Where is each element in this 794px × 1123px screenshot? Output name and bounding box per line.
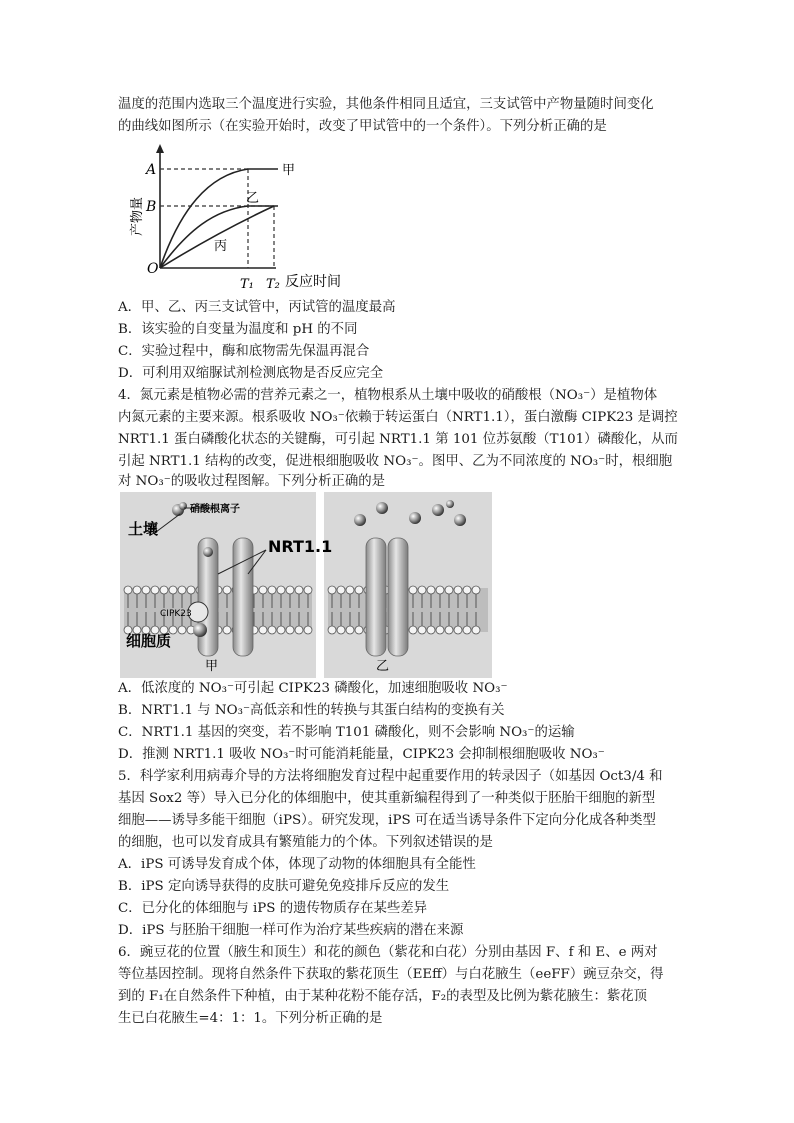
q5-option-c: C．已分化的体细胞与 iPS 的遗传物质存在某些差异 bbox=[118, 901, 428, 916]
origin-label: O bbox=[147, 261, 159, 277]
q3-stem-line-1: 温度的范围内选取三个温度进行实验，其他条件相同且适宜，三支试管中产物量随时间变化 bbox=[118, 97, 654, 112]
q4-option-c: C．NRT1.1 基因的突变，若不影响 T101 磷酸化，则不会影响 NO₃⁻的运输 bbox=[118, 725, 575, 740]
lipid-head bbox=[286, 626, 294, 634]
panel-label-left: 甲 bbox=[205, 659, 219, 674]
nitrate-ion bbox=[446, 500, 454, 508]
lipid-head bbox=[337, 626, 345, 634]
x-tick-t1: T₁ bbox=[240, 277, 254, 292]
lipid-head bbox=[160, 586, 168, 594]
lipid-head bbox=[187, 586, 195, 594]
lipid-head bbox=[436, 626, 444, 634]
lipid-head bbox=[133, 586, 141, 594]
q4-option-d: D．推测 NRT1.1 吸收 NO₃⁻时可能消耗能量，CIPK23 会抑制根细胞吸收 NO₃⁻ bbox=[118, 747, 605, 762]
nitrate-ion bbox=[179, 502, 187, 510]
q4-option-b: B．NRT1.1 与 NO₃⁻高低亲和性的转换与其蛋白结构的变换有关 bbox=[118, 703, 505, 718]
lipid-head bbox=[472, 626, 480, 634]
q3-option-d: D．可利用双缩脲试剂检测底物是否反应完全 bbox=[118, 366, 384, 381]
q4-stem-line-2: 内氮元素的主要来源。根系吸收 NO₃⁻依赖于转运蛋白（NRT1.1），蛋白激酶 CIPK23 是调控 bbox=[118, 410, 678, 425]
product-time-figure bbox=[118, 140, 359, 293]
nitrate-ion bbox=[432, 504, 444, 516]
x-axis-label: 反应时间 bbox=[285, 274, 341, 290]
nrt-channel-right-b bbox=[388, 538, 408, 656]
q5-option-d: D．iPS 与胚胎干细胞一样可作为治疗某些疾病的潜在来源 bbox=[118, 923, 464, 938]
label-cipk: CIPK23 bbox=[160, 609, 192, 619]
q4-stem-line-1: 4．氮元素是植物必需的营养元素之一，植物根系从土壤中吸收的硝酸根（NO₃⁻）是植物体 bbox=[118, 388, 658, 403]
q4-stem-line-3: NRT1.1 蛋白磷酸化状态的关键酶，可引起 NRT1.1 第 101 位苏氨酸（T101）磷酸化，从而 bbox=[118, 432, 678, 447]
lipid-head bbox=[178, 626, 186, 634]
lipid-head bbox=[142, 586, 150, 594]
q5-stem-line-4: 的细胞，也可以发育成具有繁殖能力的个体。下列叙述错误的是 bbox=[118, 835, 493, 850]
phosphate-group bbox=[193, 623, 207, 637]
label-cytoplasm: 细胞质 bbox=[126, 632, 172, 650]
lipid-head bbox=[337, 586, 345, 594]
series-label-jia: 甲 bbox=[282, 163, 296, 178]
lipid-head bbox=[445, 586, 453, 594]
q5-stem-line-3: 细胞——诱导多能干细胞（iPS）。研究发现，iPS 可在适当诱导条件下定向分化成各种类型 bbox=[118, 813, 656, 828]
q4-option-a: A．低浓度的 NO₃⁻可引起 CIPK23 磷酸化，加速细胞吸收 NO₃⁻ bbox=[118, 681, 508, 696]
lipid-head bbox=[355, 626, 363, 634]
nitrate-ion bbox=[376, 502, 388, 514]
lipid-head bbox=[409, 586, 417, 594]
q5-option-b: B．iPS 定向诱导获得的皮肤可避免免疫排斥反应的发生 bbox=[118, 879, 450, 894]
lipid-head bbox=[328, 626, 336, 634]
lipid-head bbox=[268, 626, 276, 634]
x-tick-t2: T₂ bbox=[266, 277, 280, 292]
series-label-yi: 乙 bbox=[246, 191, 260, 206]
q6-stem-line-1: 6．豌豆花的位置（腋生和顶生）和花的颜色（紫花和白花）分别由基因 F、f 和 E、e 两对 bbox=[118, 945, 658, 960]
lipid-head bbox=[454, 626, 462, 634]
lipid-head bbox=[295, 586, 303, 594]
lipid-head bbox=[277, 626, 285, 634]
nrt-channel-right-a bbox=[366, 538, 386, 656]
nrt-channel-left-b bbox=[233, 538, 253, 656]
q3-option-c: C．实验过程中，酶和底物需先保温再混合 bbox=[118, 344, 370, 359]
lipid-head bbox=[463, 586, 471, 594]
label-soil: 土壤 bbox=[128, 520, 159, 538]
y-axis-label: 产物量 bbox=[130, 196, 145, 236]
nitrate-ion bbox=[354, 514, 366, 526]
lipid-head bbox=[472, 586, 480, 594]
y-tick-a: A bbox=[146, 162, 157, 178]
nitrate-ion bbox=[203, 547, 213, 557]
q3-option-a: A．甲、乙、丙三支试管中，丙试管的温度最高 bbox=[118, 300, 396, 315]
nitrate-ion bbox=[454, 514, 466, 526]
lipid-head bbox=[346, 586, 354, 594]
membrane-svg bbox=[120, 492, 492, 678]
lipid-head bbox=[304, 586, 312, 594]
q4-stem-line-4: 引起 NRT1.1 结构的改变，促进根细胞吸收 NO₃⁻。图甲、乙为不同浓度的 NO₃⁻时，根细胞 bbox=[118, 454, 673, 469]
lipid-head bbox=[427, 586, 435, 594]
lipid-head bbox=[346, 626, 354, 634]
q6-stem-line-3: 到的 F₁在自然条件下种植，由于某种花粉不能存活，F₂的表型及比例为紫花腋生：紫花顶 bbox=[118, 989, 648, 1004]
nitrate-ion bbox=[409, 512, 421, 524]
lipid-head bbox=[223, 626, 231, 634]
lipid-head bbox=[409, 626, 417, 634]
lipid-head bbox=[286, 586, 294, 594]
lipid-head bbox=[328, 586, 336, 594]
lipid-head bbox=[418, 586, 426, 594]
q6-stem-line-2: 等位基因控制。现将自然条件下获取的紫花顶生（EEff）与白花腋生（eeFF）豌豆杂交，得 bbox=[118, 967, 664, 982]
lipid-head bbox=[454, 586, 462, 594]
q4-stem-line-5: 对 NO₃⁻的吸收过程图解。下列分析正确的是 bbox=[118, 474, 386, 489]
lipid-head bbox=[295, 626, 303, 634]
lipid-head bbox=[463, 626, 471, 634]
lipid-head bbox=[436, 586, 444, 594]
q5-stem-line-2: 基因 Sox2 等）导入已分化的体细胞中，使其重新编程得到了一种类似于胚胎干细胞的新型 bbox=[118, 791, 656, 806]
lipid-head bbox=[427, 626, 435, 634]
lipid-head bbox=[178, 586, 186, 594]
lipid-head bbox=[268, 586, 276, 594]
lipid-head bbox=[304, 626, 312, 634]
q3-stem-line-2: 的曲线如图所示（在实验开始时，改变了甲试管中的一个条件）。下列分析正确的是 bbox=[118, 119, 607, 134]
membrane-figure bbox=[120, 492, 492, 678]
lipid-head bbox=[124, 586, 132, 594]
lipid-head bbox=[151, 586, 159, 594]
lipid-head bbox=[259, 626, 267, 634]
q5-option-a: A．iPS 可诱导发育成个体，体现了动物的体细胞具有全能性 bbox=[118, 857, 476, 872]
lipid-head bbox=[259, 586, 267, 594]
lipid-head bbox=[355, 586, 363, 594]
q5-stem-line-1: 5．科学家利用病毒介导的方法将细胞发育过程中起重要作用的转录因子（如基因 Oct3/4 和 bbox=[118, 769, 663, 784]
q3-option-b: B．该实验的自变量为温度和 pH 的不同 bbox=[118, 322, 358, 337]
series-label-bing: 丙 bbox=[214, 239, 228, 254]
lipid-head bbox=[169, 586, 177, 594]
product-time-svg bbox=[118, 140, 359, 293]
label-nrt: NRT1.1 bbox=[268, 537, 333, 556]
panel-label-right: 乙 bbox=[376, 659, 390, 674]
lipid-head bbox=[445, 626, 453, 634]
label-nitrate: 硝酸根离子 bbox=[190, 504, 240, 515]
lipid-head bbox=[277, 586, 285, 594]
lipid-head bbox=[223, 586, 231, 594]
y-tick-b: B bbox=[146, 199, 157, 215]
panel-divider bbox=[316, 492, 324, 678]
lipid-head bbox=[418, 626, 426, 634]
q6-stem-line-4: 生已白花腋生=4：1：1。下列分析正确的是 bbox=[118, 1011, 383, 1026]
